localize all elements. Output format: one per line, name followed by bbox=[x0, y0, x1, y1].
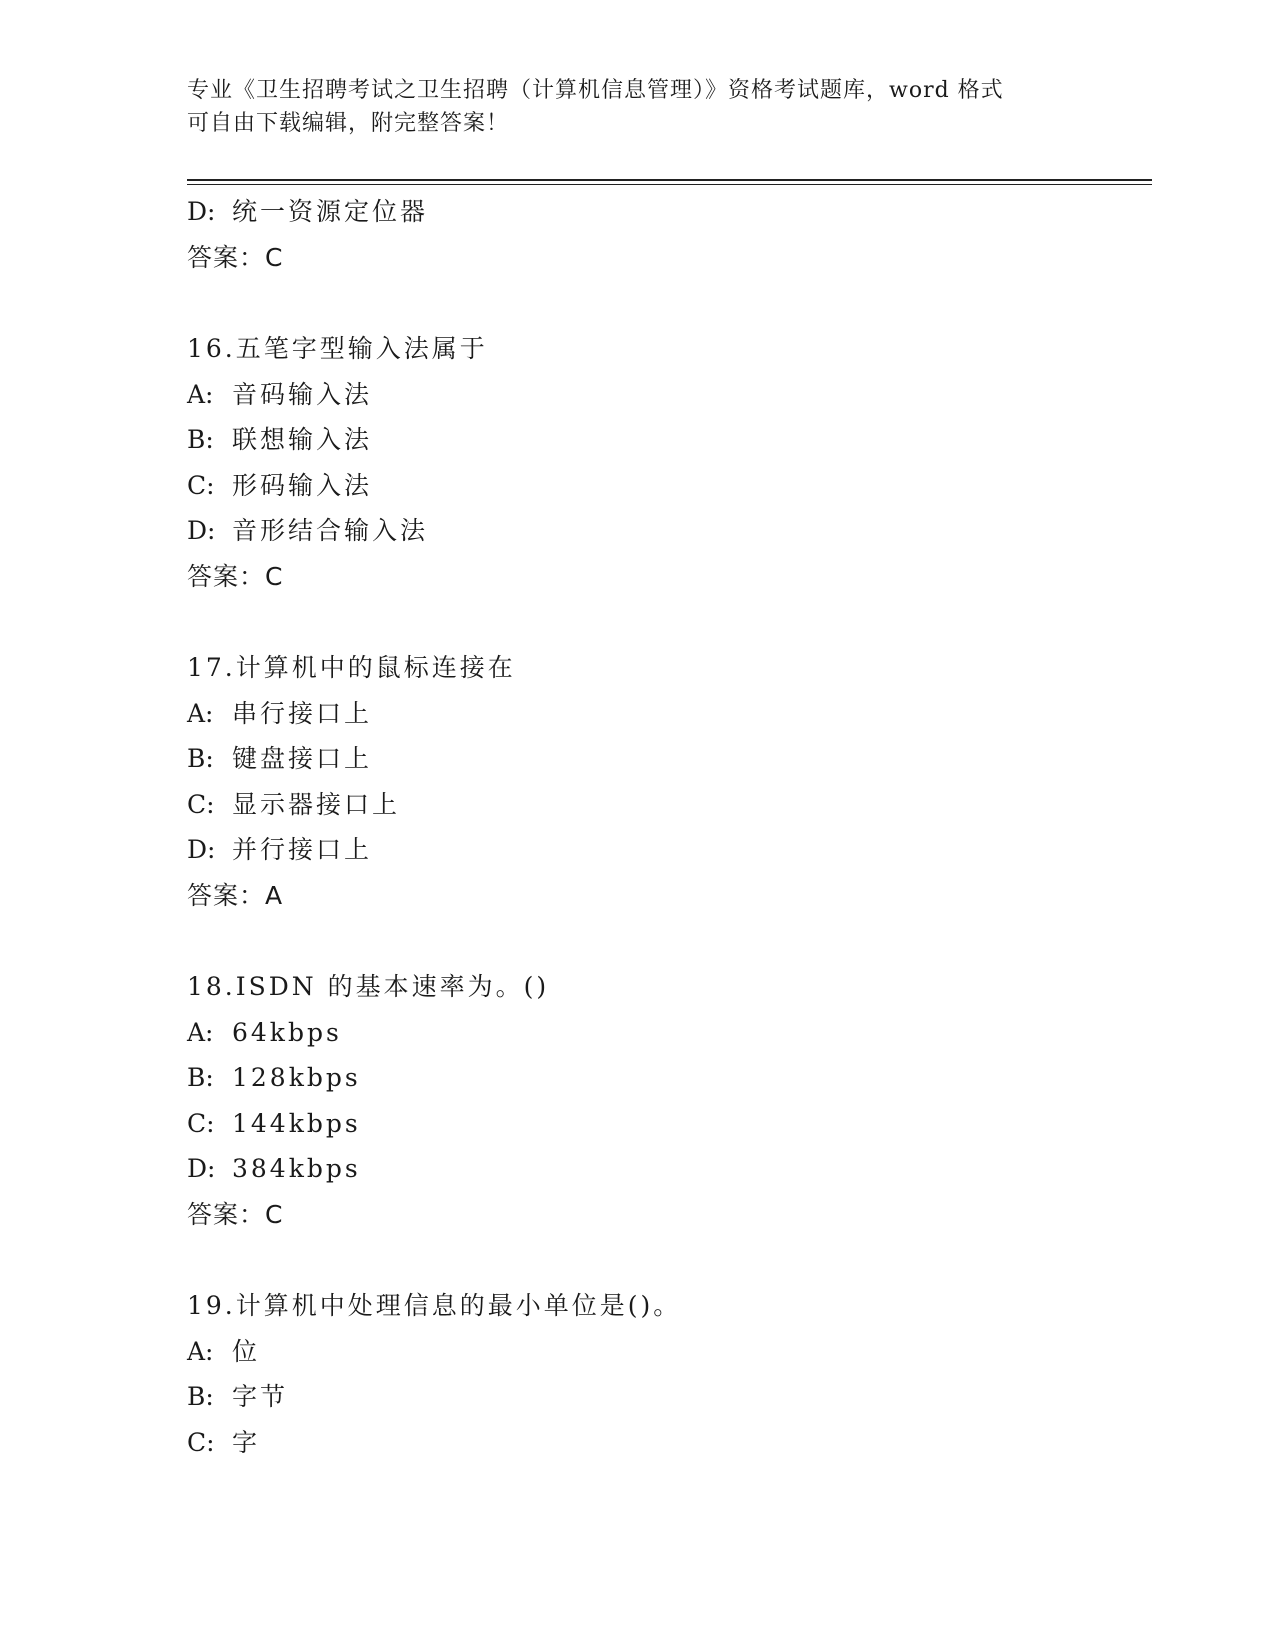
answer-line: 答案：C bbox=[187, 242, 284, 272]
option-text: 形码输入法 bbox=[232, 470, 373, 500]
option-text: 并行接口上 bbox=[232, 835, 373, 864]
option-line bbox=[187, 827, 1147, 873]
header-line-2: 可自由下载编辑，附完整答案！ bbox=[187, 111, 510, 136]
option-key: B: bbox=[187, 1063, 214, 1092]
option-line bbox=[187, 417, 1147, 463]
option-line bbox=[187, 1146, 1147, 1192]
document-header bbox=[187, 74, 1067, 140]
answer-line: 答案：C bbox=[187, 561, 284, 591]
option-key: D: bbox=[187, 197, 216, 226]
option-line bbox=[187, 1055, 1147, 1101]
option-text: 显示器接口上 bbox=[232, 789, 401, 819]
option-key: A: bbox=[187, 379, 214, 409]
option-text: 144kbps bbox=[232, 1108, 361, 1138]
answer-line: 答案：C bbox=[187, 1199, 284, 1229]
option-text: 64kbps bbox=[232, 1017, 342, 1047]
option-text: 音形结合输入法 bbox=[232, 516, 429, 545]
option-line bbox=[187, 1374, 1147, 1420]
option-key: A: bbox=[187, 1017, 214, 1047]
option-line bbox=[187, 736, 1147, 782]
option-text: 字节 bbox=[232, 1382, 289, 1411]
option-line bbox=[187, 1329, 1147, 1375]
option-line bbox=[187, 1420, 1147, 1466]
option-text: 键盘接口上 bbox=[232, 744, 373, 773]
header-divider-thick bbox=[187, 179, 1152, 181]
option-key: B: bbox=[187, 425, 214, 454]
question-stem: 19.计算机中处理信息的最小单位是()。 bbox=[187, 1291, 682, 1320]
header-line-1: 专业《卫生招聘考试之卫生招聘（计算机信息管理）》资格考试题库，word 格式 bbox=[187, 78, 1004, 103]
option-line bbox=[187, 189, 1147, 235]
option-key: D: bbox=[187, 516, 216, 545]
option-text: 统一资源定位器 bbox=[232, 197, 429, 226]
option-line bbox=[187, 1101, 1147, 1147]
option-key: C: bbox=[187, 789, 215, 819]
option-key: C: bbox=[187, 1108, 215, 1138]
option-line bbox=[187, 372, 1147, 418]
option-text: 位 bbox=[232, 1336, 261, 1366]
option-text: 联想输入法 bbox=[232, 425, 373, 454]
option-text: 384kbps bbox=[232, 1154, 361, 1183]
option-key: B: bbox=[187, 1382, 214, 1411]
option-text: 串行接口上 bbox=[232, 698, 373, 728]
option-line bbox=[187, 1010, 1147, 1056]
option-line bbox=[187, 508, 1147, 554]
option-key: D: bbox=[187, 835, 216, 864]
header-divider-thin bbox=[187, 184, 1152, 185]
option-key: A: bbox=[187, 698, 214, 728]
question-stem: 18.ISDN 的基本速率为。() bbox=[187, 972, 550, 1001]
question-list bbox=[187, 189, 1147, 1465]
question-stem: 17.计算机中的鼠标连接在 bbox=[187, 653, 516, 682]
option-key: B: bbox=[187, 744, 214, 773]
answer-line: 答案：A bbox=[187, 880, 284, 910]
option-line bbox=[187, 782, 1147, 828]
option-text: 128kbps bbox=[232, 1063, 361, 1092]
option-text: 音码输入法 bbox=[232, 379, 373, 409]
question-stem: 16.五笔字型输入法属于 bbox=[187, 334, 488, 363]
option-key: C: bbox=[187, 1427, 215, 1457]
option-key: D: bbox=[187, 1154, 216, 1183]
option-key: C: bbox=[187, 470, 215, 500]
option-line bbox=[187, 463, 1147, 509]
option-text: 字 bbox=[232, 1427, 261, 1457]
option-line bbox=[187, 691, 1147, 737]
option-key: A: bbox=[187, 1336, 214, 1366]
